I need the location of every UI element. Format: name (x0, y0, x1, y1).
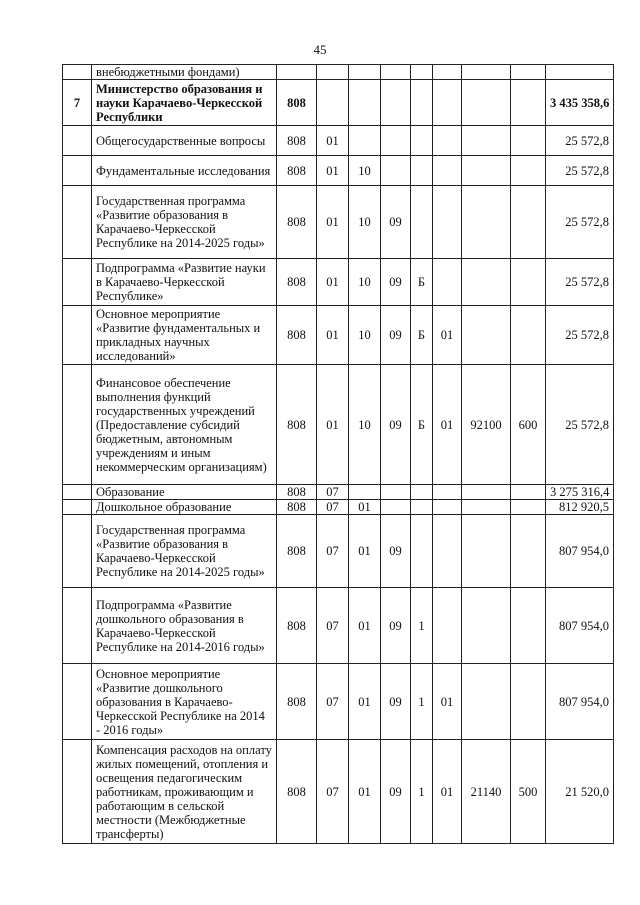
section-code: 07 (317, 740, 349, 844)
target-article-code (462, 664, 511, 740)
program-code: 09 (381, 306, 411, 365)
measure-code (433, 500, 462, 515)
ministry-code: 808 (277, 80, 317, 126)
row-index (63, 259, 92, 306)
expense-type-code (511, 664, 546, 740)
section-code: 07 (317, 515, 349, 588)
subsection-code: 10 (349, 186, 381, 259)
amount: 21 520,0 (546, 740, 614, 844)
subsection-code: 10 (349, 306, 381, 365)
row-name: внебюджетными фондами) (92, 65, 277, 80)
table-row (63, 126, 614, 156)
row-name: Подпрограмма «Развитие дошкольного образования в Карачаево-Черкесской Республике на 2014-2016 годы» (92, 588, 277, 664)
table-row (63, 259, 614, 306)
subsection-code (349, 485, 381, 500)
subsection-code: 01 (349, 515, 381, 588)
row-index (63, 126, 92, 156)
measure-code (433, 259, 462, 306)
expense-type-code (511, 500, 546, 515)
subsection-code: 01 (349, 664, 381, 740)
page-number: 45 (313, 42, 327, 57)
row-name: Государственная программа «Развитие образования в Карачаево-Черкесской Республике на 2014-2025 годы» (92, 186, 277, 259)
target-article-code (462, 80, 511, 126)
subsection-code (349, 80, 381, 126)
program-code (381, 65, 411, 80)
program-code: 09 (381, 664, 411, 740)
row-index: 7 (63, 80, 92, 126)
measure-code (433, 80, 462, 126)
target-article-code: 21140 (462, 740, 511, 844)
row-name: Государственная программа «Развитие образования в Карачаево-Черкесской Республике на 2014-2025 годы» (92, 515, 277, 588)
subprogram-code: Б (411, 259, 433, 306)
amount: 3 435 358,6 (546, 80, 614, 126)
target-article-code (462, 156, 511, 186)
ministry-code (277, 65, 317, 80)
target-article-code (462, 259, 511, 306)
subprogram-code: Б (411, 365, 433, 485)
expense-type-code (511, 485, 546, 500)
program-code: 09 (381, 259, 411, 306)
program-code (381, 156, 411, 186)
section-code: 01 (317, 186, 349, 259)
subsection-code: 01 (349, 740, 381, 844)
target-article-code: 92100 (462, 365, 511, 485)
section-code: 07 (317, 588, 349, 664)
amount: 807 954,0 (546, 664, 614, 740)
table-row (63, 515, 614, 588)
row-index (63, 365, 92, 485)
row-index (63, 186, 92, 259)
ministry-code: 808 (277, 664, 317, 740)
subsection-code (349, 65, 381, 80)
subsection-code: 10 (349, 365, 381, 485)
subprogram-code: Б (411, 306, 433, 365)
ministry-code: 808 (277, 365, 317, 485)
table-row (63, 65, 614, 80)
expense-type-code: 500 (511, 740, 546, 844)
section-code: 01 (317, 259, 349, 306)
measure-code (433, 588, 462, 664)
program-code: 09 (381, 740, 411, 844)
section-code: 07 (317, 485, 349, 500)
ministry-code: 808 (277, 515, 317, 588)
row-name: Компенсация расходов на оплату жилых помещений, отопления и освещения педагогическим работникам, проживающим и работающим в сельской местности (Межбюджетные трансферты) (92, 740, 277, 844)
subprogram-code: 1 (411, 664, 433, 740)
subsection-code: 10 (349, 156, 381, 186)
section-code: 01 (317, 306, 349, 365)
row-index (63, 664, 92, 740)
subprogram-code (411, 65, 433, 80)
subsection-code: 01 (349, 588, 381, 664)
row-name: Подпрограмма «Развитие науки в Карачаево-Черкесской Республике» (92, 259, 277, 306)
row-name: Фундаментальные исследования (92, 156, 277, 186)
subprogram-code (411, 515, 433, 588)
expense-type-code (511, 156, 546, 186)
table-row (63, 485, 614, 500)
expense-type-code (511, 588, 546, 664)
row-name: Дошкольное образование (92, 500, 277, 515)
program-code (381, 500, 411, 515)
target-article-code (462, 186, 511, 259)
amount: 25 572,8 (546, 365, 614, 485)
expense-type-code (511, 306, 546, 365)
row-index (63, 588, 92, 664)
table-row (63, 80, 614, 126)
expense-type-code (511, 80, 546, 126)
target-article-code (462, 485, 511, 500)
table-row (63, 156, 614, 186)
measure-code (433, 485, 462, 500)
row-index (63, 740, 92, 844)
expense-type-code: 600 (511, 365, 546, 485)
target-article-code (462, 500, 511, 515)
section-code: 01 (317, 365, 349, 485)
budget-table (62, 64, 614, 844)
section-code: 01 (317, 126, 349, 156)
subsection-code: 10 (349, 259, 381, 306)
program-code: 09 (381, 588, 411, 664)
section-code (317, 65, 349, 80)
program-code: 09 (381, 186, 411, 259)
ministry-code: 808 (277, 186, 317, 259)
table-row (63, 365, 614, 485)
table-row (63, 664, 614, 740)
table-row (63, 740, 614, 844)
subprogram-code: 1 (411, 588, 433, 664)
row-index (63, 500, 92, 515)
target-article-code (462, 306, 511, 365)
row-index (63, 515, 92, 588)
table-row (63, 306, 614, 365)
amount (546, 65, 614, 80)
measure-code: 01 (433, 365, 462, 485)
ministry-code: 808 (277, 126, 317, 156)
amount: 3 275 316,4 (546, 485, 614, 500)
amount: 25 572,8 (546, 186, 614, 259)
row-name: Образование (92, 485, 277, 500)
amount: 812 920,5 (546, 500, 614, 515)
row-name: Основное мероприятие «Развитие фундаментальных и прикладных научных исследований» (92, 306, 277, 365)
row-name: Основное мероприятие «Развитие дошкольного образования в Карачаево-Черкесской Республике на 2014 - 2016 годы» (92, 664, 277, 740)
amount: 807 954,0 (546, 588, 614, 664)
row-name: Общегосударственные вопросы (92, 126, 277, 156)
subprogram-code (411, 80, 433, 126)
section-code: 07 (317, 664, 349, 740)
expense-type-code (511, 515, 546, 588)
row-index (63, 306, 92, 365)
section-code: 07 (317, 500, 349, 515)
ministry-code: 808 (277, 306, 317, 365)
subprogram-code (411, 500, 433, 515)
amount: 25 572,8 (546, 126, 614, 156)
target-article-code (462, 126, 511, 156)
program-code (381, 80, 411, 126)
amount: 25 572,8 (546, 156, 614, 186)
amount: 25 572,8 (546, 306, 614, 365)
row-name: Министерство образования и науки Карачаево-Черкесской Республики (92, 80, 277, 126)
subprogram-code: 1 (411, 740, 433, 844)
program-code: 09 (381, 515, 411, 588)
program-code (381, 485, 411, 500)
expense-type-code (511, 259, 546, 306)
section-code: 01 (317, 156, 349, 186)
measure-code: 01 (433, 664, 462, 740)
ministry-code: 808 (277, 740, 317, 844)
expense-type-code (511, 126, 546, 156)
section-code (317, 80, 349, 126)
table-row (63, 588, 614, 664)
target-article-code (462, 515, 511, 588)
subprogram-code (411, 485, 433, 500)
measure-code (433, 126, 462, 156)
table-row (63, 500, 614, 515)
ministry-code: 808 (277, 485, 317, 500)
ministry-code: 808 (277, 259, 317, 306)
table-row (63, 186, 614, 259)
measure-code (433, 186, 462, 259)
subsection-code (349, 126, 381, 156)
expense-type-code (511, 186, 546, 259)
measure-code: 01 (433, 740, 462, 844)
target-article-code (462, 65, 511, 80)
measure-code (433, 65, 462, 80)
ministry-code: 808 (277, 156, 317, 186)
measure-code (433, 515, 462, 588)
target-article-code (462, 588, 511, 664)
program-code (381, 126, 411, 156)
subprogram-code (411, 126, 433, 156)
row-name: Финансовое обеспечение выполнения функций государственных учреждений (Предоставление субсидий бюджетным, автономным учреждениям и иным некоммерческим организациям) (92, 365, 277, 485)
ministry-code: 808 (277, 588, 317, 664)
program-code: 09 (381, 365, 411, 485)
ministry-code: 808 (277, 500, 317, 515)
row-index (63, 65, 92, 80)
measure-code (433, 156, 462, 186)
subprogram-code (411, 156, 433, 186)
subsection-code: 01 (349, 500, 381, 515)
row-index (63, 156, 92, 186)
subprogram-code (411, 186, 433, 259)
amount: 25 572,8 (546, 259, 614, 306)
row-index (63, 485, 92, 500)
expense-type-code (511, 65, 546, 80)
amount: 807 954,0 (546, 515, 614, 588)
measure-code: 01 (433, 306, 462, 365)
